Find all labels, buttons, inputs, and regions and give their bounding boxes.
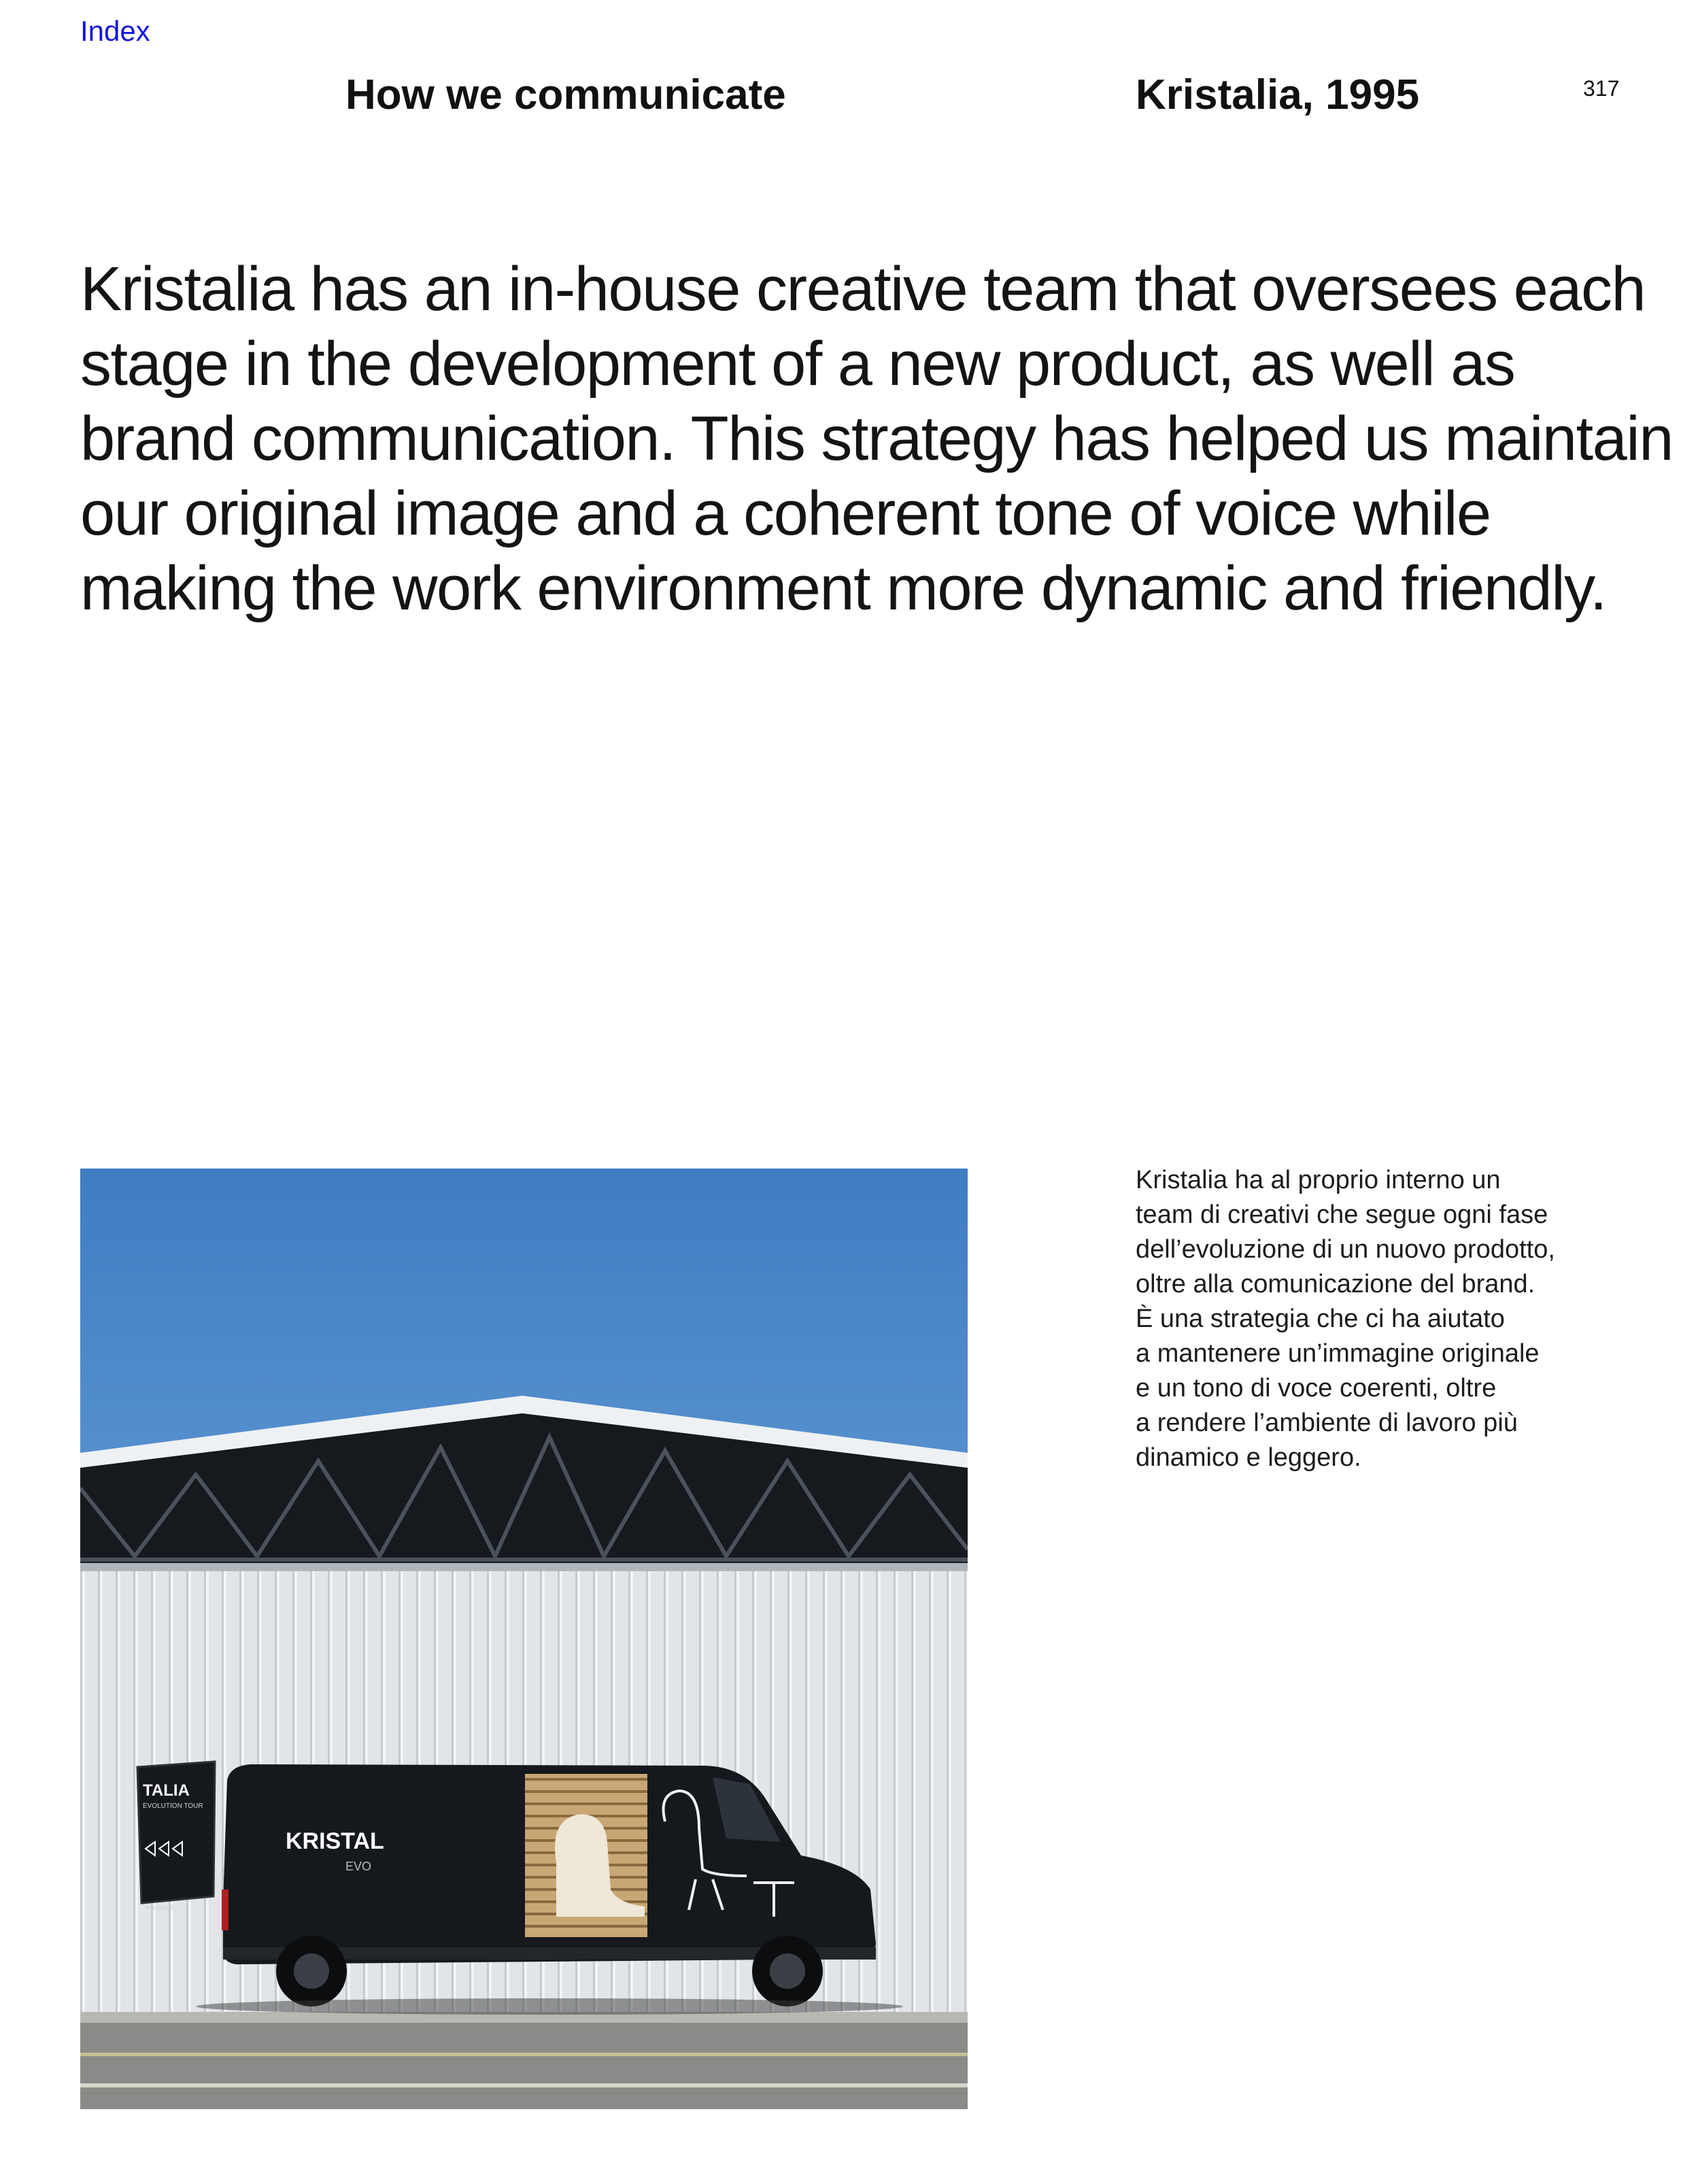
italian-line: a rendere l’ambiente di lavoro più — [1136, 1409, 1518, 1437]
lead-line: making the work environment more dynamic and friendly. — [80, 554, 1606, 623]
van-photo — [80, 1169, 968, 2109]
section-title: How we communicate — [345, 71, 786, 118]
italian-line: a mantenere un’immagine originale — [1136, 1339, 1540, 1368]
brand-year-heading: Kristalia, 1995 — [1136, 71, 1420, 118]
van-sub-text: EVO — [345, 1860, 372, 1873]
italian-line: dell’evoluzione di un nuovo prodotto, — [1136, 1235, 1555, 1264]
lead-line: brand communication. This strategy has helped us maintain — [80, 404, 1673, 473]
lead-line: Kristalia has an in-house creative team that oversees each — [80, 254, 1646, 324]
lead-line: stage in the development of a new product, as well as — [80, 329, 1515, 399]
italian-line: team di creativi che segue ogni fase — [1136, 1200, 1548, 1229]
van-brand-text: KRISTAL — [286, 1828, 384, 1854]
italian-line: dinamico e leggero. — [1136, 1443, 1361, 1472]
door-site-text: kristalia.it — [146, 1904, 174, 1912]
ground — [80, 2012, 968, 2109]
index-link[interactable]: Index — [80, 15, 150, 47]
door-brand-text: TALIA — [143, 1781, 190, 1800]
van-photo-illustration — [80, 1169, 968, 2109]
italian-line: Kristalia ha al proprio interno un — [1136, 1166, 1501, 1194]
lead-line: our original image and a coherent tone of voice while — [80, 479, 1491, 548]
door-sub-text: EVOLUTION TOUR — [143, 1802, 203, 1810]
page-number: 317 — [1583, 76, 1620, 101]
lead-paragraph — [80, 252, 1673, 626]
italian-line: È una strategia che ci ha aiutato — [1136, 1305, 1505, 1333]
italian-line: oltre alla comunicazione del brand. — [1136, 1270, 1535, 1298]
italian-paragraph — [1136, 1163, 1639, 1475]
italian-line: e un tono di voce coerenti, oltre — [1136, 1374, 1497, 1402]
